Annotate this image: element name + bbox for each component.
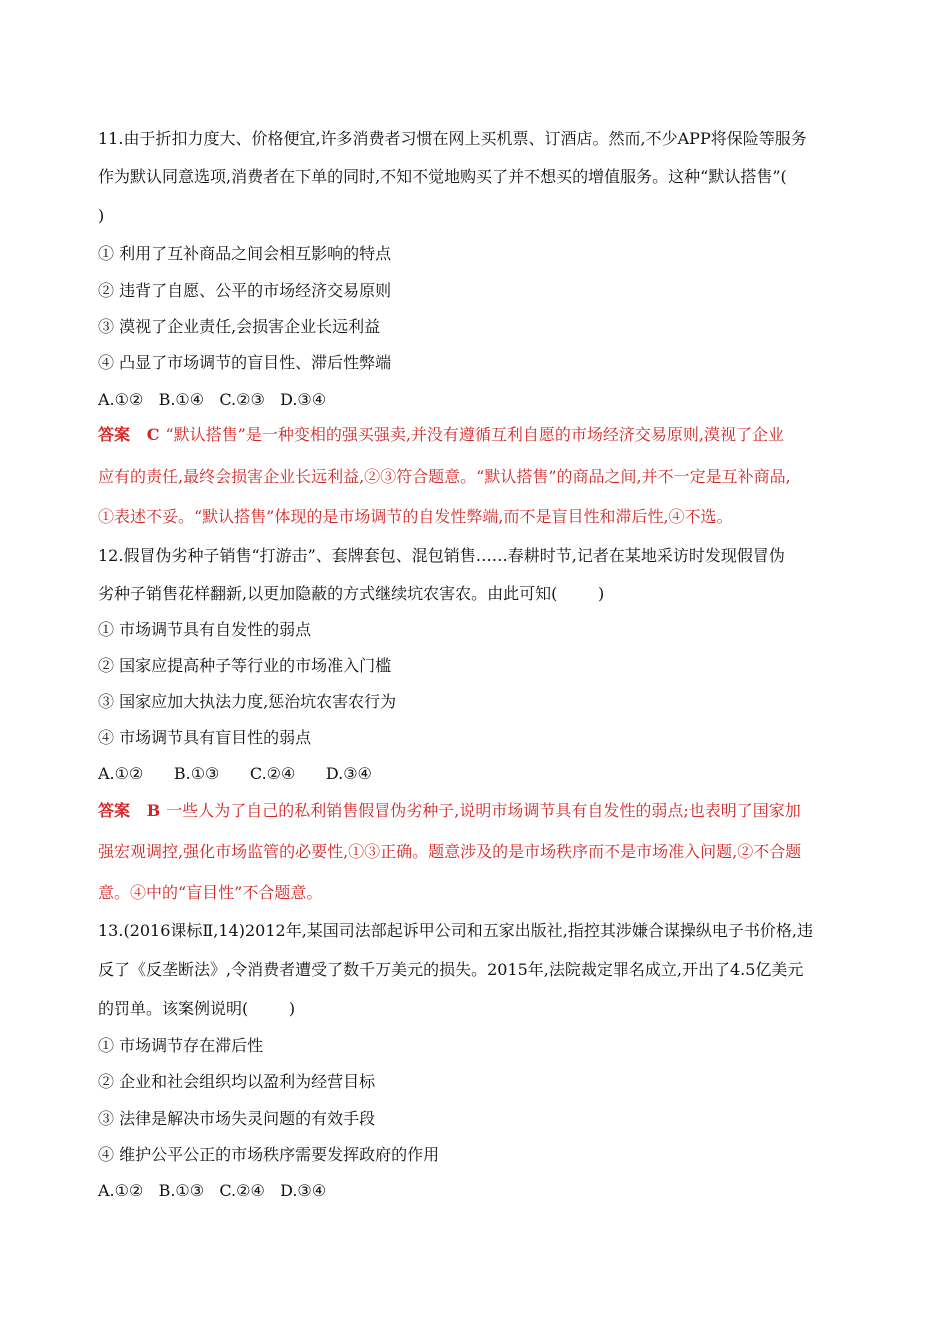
q11-item-2: ② 违背了自愿、公平的市场经济交易原则 <box>98 281 392 300</box>
q11-answer-line-1 <box>98 424 858 446</box>
q11-stem-line-1: 11.由于折扣力度大、价格便宜,许多消费者习惯在网上买机票、订酒店。然而,不少APP将保险等服务 <box>98 129 807 148</box>
q12-answer-line-2: 强宏观调控,强化市场监管的必要性,①③正确。题意涉及的是市场秩序而不是市场准入问题,②不合题 <box>98 842 802 861</box>
q11-item-1: ① 利用了互补商品之间会相互影响的特点 <box>98 244 392 263</box>
q12-options: A.①② B.①③ C.②④ D.③④ <box>98 764 372 783</box>
q11-answer-key: 答案 C <box>98 425 160 444</box>
q12-stem-line-1: 12.假冒伪劣种子销售“打游击”、套牌套包、混包销售……春耕时节,记者在某地采访时发现假冒伪 <box>98 546 785 565</box>
q12-answer-text-1: 一些人为了自己的私利销售假冒伪劣种子,说明市场调节具有自发性的弱点;也表明了国家加 <box>166 801 801 820</box>
q12-item-4: ④ 市场调节具有盲目性的弱点 <box>98 728 312 747</box>
q11-answer-line-3: ①表述不妥。“默认搭售”体现的是市场调节的自发性弊端,而不是盲目性和滞后性,④不选。 <box>98 507 733 526</box>
q11-options: A.①② B.①④ C.②③ D.③④ <box>98 390 327 409</box>
q12-item-1: ① 市场调节具有自发性的弱点 <box>98 620 312 639</box>
q11-answer-line-2: 应有的责任,最终会损害企业长远利益,②③符合题意。“默认搭售”的商品之间,并不一定是互补商品, <box>98 467 791 486</box>
q11-answer-text-1: “默认搭售”是一种变相的强买强卖,并没有遵循互利自愿的市场经济交易原则,漠视了企业 <box>165 425 784 444</box>
q11-item-4: ④ 凸显了市场调节的盲目性、滞后性弊端 <box>98 353 392 372</box>
q12-answer-line-1 <box>98 800 858 822</box>
q13-item-1: ① 市场调节存在滞后性 <box>98 1036 264 1055</box>
q11-stem-line-3: ) <box>98 206 105 225</box>
q12-answer-key: 答案 B <box>98 801 161 820</box>
q13-stem-line-2: 反了《反垄断法》,令消费者遭受了数千万美元的损失。2015年,法院裁定罪名成立,开出了4.5亿美元 <box>98 960 804 979</box>
q12-answer-line-3: 意。④中的“盲目性”不合题意。 <box>98 883 323 902</box>
q12-item-2: ② 国家应提高种子等行业的市场准入门槛 <box>98 656 392 675</box>
q11-item-3: ③ 漠视了企业责任,会损害企业长远利益 <box>98 317 381 336</box>
q13-options: A.①② B.①③ C.②④ D.③④ <box>98 1181 327 1200</box>
q11-stem-line-2: 作为默认同意选项,消费者在下单的同时,不知不觉地购买了并不想买的增值服务。这种“默认搭售”( <box>98 167 787 186</box>
q13-item-3: ③ 法律是解决市场失灵问题的有效手段 <box>98 1109 376 1128</box>
q13-item-4: ④ 维护公平公正的市场秩序需要发挥政府的作用 <box>98 1145 440 1164</box>
q13-item-2: ② 企业和社会组织均以盈利为经营目标 <box>98 1072 376 1091</box>
q13-stem-line-3: 的罚单。该案例说明( ) <box>98 999 296 1018</box>
q12-item-3: ③ 国家应加大执法力度,惩治坑农害农行为 <box>98 692 397 711</box>
q12-stem-line-2: 劣种子销售花样翻新,以更加隐蔽的方式继续坑农害农。由此可知( ) <box>98 584 605 603</box>
q13-stem-line-1: 13.(2016课标Ⅱ,14)2012年,某国司法部起诉甲公司和五家出版社,指控其涉嫌合谋操纵电子书价格,违 <box>98 921 813 940</box>
